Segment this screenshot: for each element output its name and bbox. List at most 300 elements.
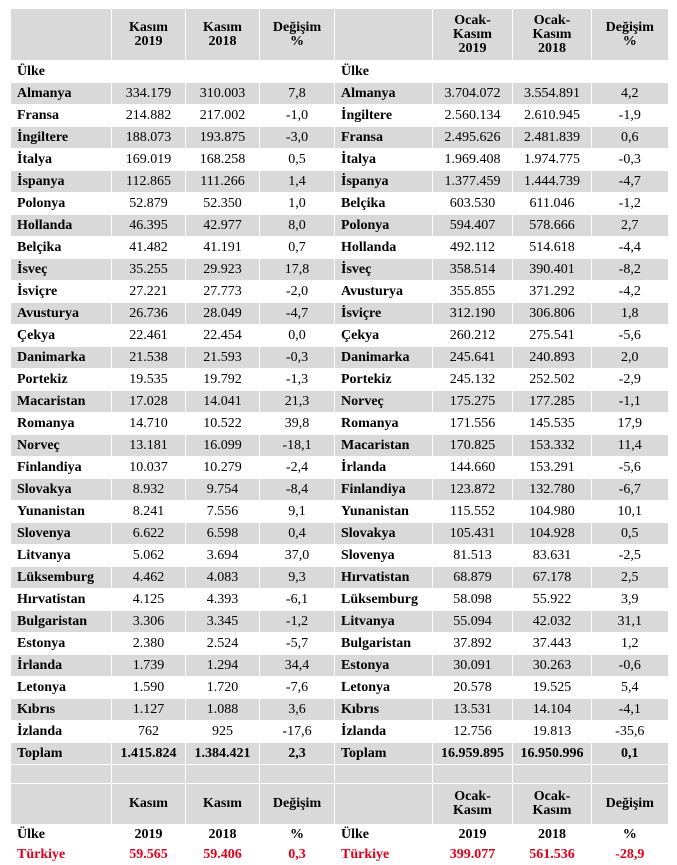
value-ocak-kasim-2019: 55.094 (433, 611, 513, 633)
value-change-left: 37,0 (260, 545, 335, 567)
country-name-left: Belçika (11, 237, 112, 259)
value-kasim-2018: 29.923 (186, 259, 260, 281)
turkey-year-2019: 2019 (433, 825, 513, 845)
country-name-right: Avusturya (335, 281, 433, 303)
country-label-right: Ülke (335, 61, 433, 83)
value-ocak-kasim-2019: 171.556 (433, 413, 513, 435)
turkey-label-row (11, 825, 668, 845)
value-ocak-kasim-2018: 578.666 (513, 215, 592, 237)
country-name-right: Estonya (335, 655, 433, 677)
spacer-cell (433, 765, 513, 784)
value-ocak-kasim-2019: 1.969.408 (433, 149, 513, 171)
value-kasim-2019: 1.590 (112, 677, 186, 699)
value-ocak-kasim-2019: 115.552 (433, 501, 513, 523)
value-ocak-kasim-2019: 58.098 (433, 589, 513, 611)
value-kasim-2018: 41.191 (186, 237, 260, 259)
value-change-right: -2,9 (592, 369, 668, 391)
value-ocak-kasim-2018: 1.974.775 (513, 149, 592, 171)
value-ocak-kasim-2018: 611.046 (513, 193, 592, 215)
country-name-left: İtalya (11, 149, 112, 171)
value-kasim-2018: 111.266 (186, 171, 260, 193)
section-spacer (11, 765, 668, 784)
value-ocak-kasim-2018: 83.631 (513, 545, 592, 567)
value-change-right: -1,2 (592, 193, 668, 215)
value-ocak-kasim-2018: 42.032 (513, 611, 592, 633)
country-name-left: Hırvatistan (11, 589, 112, 611)
value-ocak-kasim-2018: 19.813 (513, 721, 592, 743)
value-ocak-kasim-2019: 492.112 (433, 237, 513, 259)
table-row (11, 567, 668, 589)
turkey-percent-label: % (260, 825, 335, 845)
country-name-right: Almanya (335, 83, 433, 105)
value-kasim-2019: 14.710 (112, 413, 186, 435)
value-ocak-kasim-2018: 371.292 (513, 281, 592, 303)
value-kasim-2018: 1.720 (186, 677, 260, 699)
value-ocak-kasim-2019: 1.377.459 (433, 171, 513, 193)
value-change-left: -2,4 (260, 457, 335, 479)
value-ocak-kasim-2018: 1.444.739 (513, 171, 592, 193)
value-kasim-2019: 6.622 (112, 523, 186, 545)
value-kasim-2019: 214.882 (112, 105, 186, 127)
country-name-left: Kıbrıs (11, 699, 112, 721)
header-kasim-2018: Kasım 2018 (186, 9, 260, 61)
spacer-cell (112, 765, 186, 784)
turkey-country-label-right: Ülke (335, 825, 433, 845)
header-ocak-kasim-2018: Ocak- Kasım 2018 (513, 9, 592, 61)
table-row (11, 589, 668, 611)
value-change-left: -1,0 (260, 105, 335, 127)
country-name-left: İngiltere (11, 127, 112, 149)
value-ocak-kasim-2019: 13.531 (433, 699, 513, 721)
value-change-right: -4,7 (592, 171, 668, 193)
value-kasim-2019: 8.932 (112, 479, 186, 501)
value-kasim-2019: 3.306 (112, 611, 186, 633)
value-change-right: 11,4 (592, 435, 668, 457)
value-change-left: 39,8 (260, 413, 335, 435)
country-name-left: Avusturya (11, 303, 112, 325)
value-change-right: -35,6 (592, 721, 668, 743)
value-ocak-kasim-2018: 19.525 (513, 677, 592, 699)
value-change-right: -5,6 (592, 457, 668, 479)
value-ocak-kasim-2019: 2.560.134 (433, 105, 513, 127)
country-name-right: Macaristan (335, 435, 433, 457)
value-change-left: 9,3 (260, 567, 335, 589)
table-row (11, 435, 668, 457)
country-name-left: İrlanda (11, 655, 112, 677)
table-row (11, 523, 668, 545)
value-change-right: -4,4 (592, 237, 668, 259)
value-kasim-2019: 8.241 (112, 501, 186, 523)
value-ocak-kasim-2018: 153.291 (513, 457, 592, 479)
country-name-left: Romanya (11, 413, 112, 435)
value-ocak-kasim-2018: 14.104 (513, 699, 592, 721)
value-change-left: -1,2 (260, 611, 335, 633)
table-row (11, 721, 668, 743)
country-name-left: Çekya (11, 325, 112, 347)
value-change-right: -5,6 (592, 325, 668, 347)
table-row (11, 237, 668, 259)
value-kasim-2018: 22.454 (186, 325, 260, 347)
value-kasim-2018: 42.977 (186, 215, 260, 237)
value-change-right: 5,4 (592, 677, 668, 699)
value-kasim-2019: 21.538 (112, 347, 186, 369)
header-change-right: Değişim % (592, 9, 668, 61)
value-change-right: -1,1 (592, 391, 668, 413)
country-name-right: Polonya (335, 215, 433, 237)
label-empty (513, 61, 592, 83)
value-kasim-2019: 10.037 (112, 457, 186, 479)
country-name-right: Lüksemburg (335, 589, 433, 611)
header-blank-left (11, 9, 112, 61)
table-row (11, 325, 668, 347)
value-ocak-kasim-2019: 12.756 (433, 721, 513, 743)
value-kasim-2018: 3.694 (186, 545, 260, 567)
value-ocak-kasim-2019: 144.660 (433, 457, 513, 479)
value-kasim-2019: 26.736 (112, 303, 186, 325)
value-kasim-2019: 41.482 (112, 237, 186, 259)
value-kasim-2018: 19.792 (186, 369, 260, 391)
value-change-left: 3,6 (260, 699, 335, 721)
table-row (11, 193, 668, 215)
country-name-left: Almanya (11, 83, 112, 105)
value-kasim-2019: 1.739 (112, 655, 186, 677)
header-blank-right (335, 9, 433, 61)
value-ocak-kasim-2018: 514.618 (513, 237, 592, 259)
value-kasim-2019: 5.062 (112, 545, 186, 567)
value-kasim-2018: 6.598 (186, 523, 260, 545)
spacer-cell (11, 765, 112, 784)
country-name-left: Türkiye (11, 845, 112, 865)
value-ocak-kasim-2018: 390.401 (513, 259, 592, 281)
country-name-right: Litvanya (335, 611, 433, 633)
country-name-left: İsveç (11, 259, 112, 281)
country-name-left: Slovenya (11, 523, 112, 545)
country-name-left: Slovakya (11, 479, 112, 501)
value-ocak-kasim-2018: 252.502 (513, 369, 592, 391)
value-kasim-2019: 35.255 (112, 259, 186, 281)
value-kasim-2019: 17.028 (112, 391, 186, 413)
value-kasim-2018: 4.393 (186, 589, 260, 611)
value-change-left: 0,7 (260, 237, 335, 259)
value-ocak-kasim-2019: 68.879 (433, 567, 513, 589)
value-change-left: 0,4 (260, 523, 335, 545)
value-ocak-kasim-2019: 105.431 (433, 523, 513, 545)
table-row (11, 127, 668, 149)
value-change-left: -8,4 (260, 479, 335, 501)
value-kasim-2018: 1.294 (186, 655, 260, 677)
value-change-right: 4,2 (592, 83, 668, 105)
country-name-right: Hollanda (335, 237, 433, 259)
table-row (11, 391, 668, 413)
label-empty (112, 61, 186, 83)
value-change-left: -18,1 (260, 435, 335, 457)
value-ocak-kasim-2018: 177.285 (513, 391, 592, 413)
table-row (11, 545, 668, 567)
value-ocak-kasim-2018: 55.922 (513, 589, 592, 611)
value-ocak-kasim-2018: 16.950.996 (513, 743, 592, 765)
value-kasim-2019: 13.181 (112, 435, 186, 457)
country-label-row (11, 61, 668, 83)
value-kasim-2019: 52.879 (112, 193, 186, 215)
country-name-left: Fransa (11, 105, 112, 127)
country-name-left: İspanya (11, 171, 112, 193)
label-empty (260, 61, 335, 83)
value-kasim-2018: 21.593 (186, 347, 260, 369)
value-change-left: 0,0 (260, 325, 335, 347)
value-kasim-2019: 22.461 (112, 325, 186, 347)
value-change-left: 34,4 (260, 655, 335, 677)
country-name-left: Litvanya (11, 545, 112, 567)
country-name-right: İrlanda (335, 457, 433, 479)
value-kasim-2018: 7.556 (186, 501, 260, 523)
value-kasim-2019: 1.127 (112, 699, 186, 721)
value-kasim-2018: 28.049 (186, 303, 260, 325)
value-change-left: -6,1 (260, 589, 335, 611)
value-ocak-kasim-2018: 2.481.839 (513, 127, 592, 149)
turkey-header-ocak-kasim: Ocak- Kasım (513, 784, 592, 825)
value-ocak-kasim-2018: 132.780 (513, 479, 592, 501)
value-kasim-2019: 112.865 (112, 171, 186, 193)
value-change-left: 17,8 (260, 259, 335, 281)
country-name-left: Danimarka (11, 347, 112, 369)
value-kasim-2019: 188.073 (112, 127, 186, 149)
country-name-right: Türkiye (335, 845, 433, 865)
country-name-right: Romanya (335, 413, 433, 435)
country-name-left: Estonya (11, 633, 112, 655)
country-name-right: Danimarka (335, 347, 433, 369)
value-kasim-2018: 1.384.421 (186, 743, 260, 765)
value-kasim-2018: 3.345 (186, 611, 260, 633)
tourist-arrivals-table (10, 8, 668, 865)
value-change-left: -3,0 (260, 127, 335, 149)
value-change-left: 2,3 (260, 743, 335, 765)
value-kasim-2019: 59.565 (112, 845, 186, 865)
table-row (11, 677, 668, 699)
table-row (11, 479, 668, 501)
header-ocak-kasim-2019: Ocak- Kasım 2019 (433, 9, 513, 61)
turkey-row (11, 845, 668, 865)
country-name-right: Letonya (335, 677, 433, 699)
value-kasim-2018: 52.350 (186, 193, 260, 215)
table-row (11, 611, 668, 633)
country-name-right: Yunanistan (335, 501, 433, 523)
country-name-left: Portekiz (11, 369, 112, 391)
value-change-left: 8,0 (260, 215, 335, 237)
spacer-cell (186, 765, 260, 784)
value-change-right: 10,1 (592, 501, 668, 523)
value-kasim-2019: 46.395 (112, 215, 186, 237)
value-change-right: 17,9 (592, 413, 668, 435)
value-change-left: -5,7 (260, 633, 335, 655)
value-ocak-kasim-2018: 104.928 (513, 523, 592, 545)
header-change-left: Değişim % (260, 9, 335, 61)
value-kasim-2019: 169.019 (112, 149, 186, 171)
value-kasim-2019: 1.415.824 (112, 743, 186, 765)
table-row (11, 215, 668, 237)
value-kasim-2019: 4.125 (112, 589, 186, 611)
value-ocak-kasim-2019: 603.530 (433, 193, 513, 215)
table-row (11, 699, 668, 721)
value-change-right: -28,9 (592, 845, 668, 865)
value-kasim-2018: 10.279 (186, 457, 260, 479)
country-label-left: Ülke (11, 61, 112, 83)
turkey-header-row (11, 784, 668, 825)
country-name-left: Norveç (11, 435, 112, 457)
value-kasim-2019: 2.380 (112, 633, 186, 655)
value-ocak-kasim-2019: 594.407 (433, 215, 513, 237)
value-ocak-kasim-2019: 260.212 (433, 325, 513, 347)
value-ocak-kasim-2019: 2.495.626 (433, 127, 513, 149)
value-ocak-kasim-2019: 175.275 (433, 391, 513, 413)
value-change-left: 9,1 (260, 501, 335, 523)
value-ocak-kasim-2018: 145.535 (513, 413, 592, 435)
value-ocak-kasim-2019: 20.578 (433, 677, 513, 699)
value-ocak-kasim-2019: 358.514 (433, 259, 513, 281)
value-kasim-2018: 925 (186, 721, 260, 743)
value-change-right: 2,7 (592, 215, 668, 237)
table-row (11, 457, 668, 479)
value-kasim-2019: 4.462 (112, 567, 186, 589)
label-empty (186, 61, 260, 83)
country-name-left: Bulgaristan (11, 611, 112, 633)
value-ocak-kasim-2019: 16.959.895 (433, 743, 513, 765)
value-kasim-2018: 27.773 (186, 281, 260, 303)
value-change-right: -4,2 (592, 281, 668, 303)
value-ocak-kasim-2018: 37.443 (513, 633, 592, 655)
turkey-country-label-left: Ülke (11, 825, 112, 845)
country-name-right: İngiltere (335, 105, 433, 127)
country-name-left: Hollanda (11, 215, 112, 237)
table-row (11, 303, 668, 325)
value-ocak-kasim-2018: 2.610.945 (513, 105, 592, 127)
country-name-right: Bulgaristan (335, 633, 433, 655)
turkey-year-2018: 2018 (513, 825, 592, 845)
value-kasim-2019: 19.535 (112, 369, 186, 391)
value-kasim-2018: 4.083 (186, 567, 260, 589)
country-name-right: Toplam (335, 743, 433, 765)
table-row (11, 501, 668, 523)
value-change-right: -0,6 (592, 655, 668, 677)
value-change-left: -7,6 (260, 677, 335, 699)
value-change-right: 0,6 (592, 127, 668, 149)
table-row (11, 105, 668, 127)
value-ocak-kasim-2019: 30.091 (433, 655, 513, 677)
country-name-left: Yunanistan (11, 501, 112, 523)
value-ocak-kasim-2018: 104.980 (513, 501, 592, 523)
value-ocak-kasim-2019: 245.641 (433, 347, 513, 369)
value-change-right: -6,7 (592, 479, 668, 501)
table-row (11, 369, 668, 391)
country-name-left: Toplam (11, 743, 112, 765)
total-row (11, 743, 668, 765)
value-change-left: 1,0 (260, 193, 335, 215)
value-change-left: -0,3 (260, 347, 335, 369)
value-change-left: 7,8 (260, 83, 335, 105)
value-ocak-kasim-2018: 240.893 (513, 347, 592, 369)
value-kasim-2018: 193.875 (186, 127, 260, 149)
value-ocak-kasim-2019: 312.190 (433, 303, 513, 325)
value-change-left: 0,5 (260, 149, 335, 171)
country-name-right: Slovenya (335, 545, 433, 567)
value-kasim-2018: 1.088 (186, 699, 260, 721)
table-row (11, 347, 668, 369)
country-name-right: Kıbrıs (335, 699, 433, 721)
value-kasim-2019: 27.221 (112, 281, 186, 303)
spacer-cell (260, 765, 335, 784)
label-empty (433, 61, 513, 83)
value-change-right: 2,0 (592, 347, 668, 369)
value-kasim-2018: 217.002 (186, 105, 260, 127)
value-kasim-2018: 16.099 (186, 435, 260, 457)
country-name-right: Çekya (335, 325, 433, 347)
turkey-header-blank-right (335, 784, 433, 825)
turkey-header-change: Değişim (592, 784, 668, 825)
turkey-percent-label: % (592, 825, 668, 845)
value-kasim-2019: 334.179 (112, 83, 186, 105)
country-name-left: İzlanda (11, 721, 112, 743)
value-kasim-2018: 2.524 (186, 633, 260, 655)
country-name-right: Norveç (335, 391, 433, 413)
turkey-header-kasim: Kasım (186, 784, 260, 825)
value-change-right: -1,9 (592, 105, 668, 127)
country-name-right: İsveç (335, 259, 433, 281)
spacer-cell (513, 765, 592, 784)
country-name-left: Letonya (11, 677, 112, 699)
spacer-cell (335, 765, 433, 784)
value-ocak-kasim-2018: 306.806 (513, 303, 592, 325)
value-ocak-kasim-2018: 561.536 (513, 845, 592, 865)
value-ocak-kasim-2019: 123.872 (433, 479, 513, 501)
value-change-right: 0,5 (592, 523, 668, 545)
value-kasim-2019: 762 (112, 721, 186, 743)
country-name-left: Macaristan (11, 391, 112, 413)
value-ocak-kasim-2018: 67.178 (513, 567, 592, 589)
value-change-right: 3,9 (592, 589, 668, 611)
value-change-right: 2,5 (592, 567, 668, 589)
value-kasim-2018: 9.754 (186, 479, 260, 501)
value-change-left: 1,4 (260, 171, 335, 193)
label-empty (592, 61, 668, 83)
value-change-right: -8,2 (592, 259, 668, 281)
turkey-header-blank-left (11, 784, 112, 825)
value-kasim-2018: 310.003 (186, 83, 260, 105)
value-ocak-kasim-2018: 153.332 (513, 435, 592, 457)
value-ocak-kasim-2019: 399.077 (433, 845, 513, 865)
table-row (11, 259, 668, 281)
turkey-year-2019: 2019 (112, 825, 186, 845)
value-change-left: -17,6 (260, 721, 335, 743)
value-kasim-2018: 59.406 (186, 845, 260, 865)
table-row (11, 171, 668, 193)
value-change-right: 1,2 (592, 633, 668, 655)
turkey-header-change: Değişim (260, 784, 335, 825)
value-change-right: -0,3 (592, 149, 668, 171)
value-change-right: -2,5 (592, 545, 668, 567)
table-row (11, 149, 668, 171)
value-ocak-kasim-2019: 170.825 (433, 435, 513, 457)
value-change-left: -2,0 (260, 281, 335, 303)
value-ocak-kasim-2018: 3.554.891 (513, 83, 592, 105)
value-change-left: -1,3 (260, 369, 335, 391)
value-ocak-kasim-2019: 245.132 (433, 369, 513, 391)
table-row (11, 633, 668, 655)
value-change-left: -4,7 (260, 303, 335, 325)
country-name-left: İsviçre (11, 281, 112, 303)
country-name-right: İspanya (335, 171, 433, 193)
value-change-right: 1,8 (592, 303, 668, 325)
country-name-right: İsviçre (335, 303, 433, 325)
table-header-row (11, 9, 668, 61)
